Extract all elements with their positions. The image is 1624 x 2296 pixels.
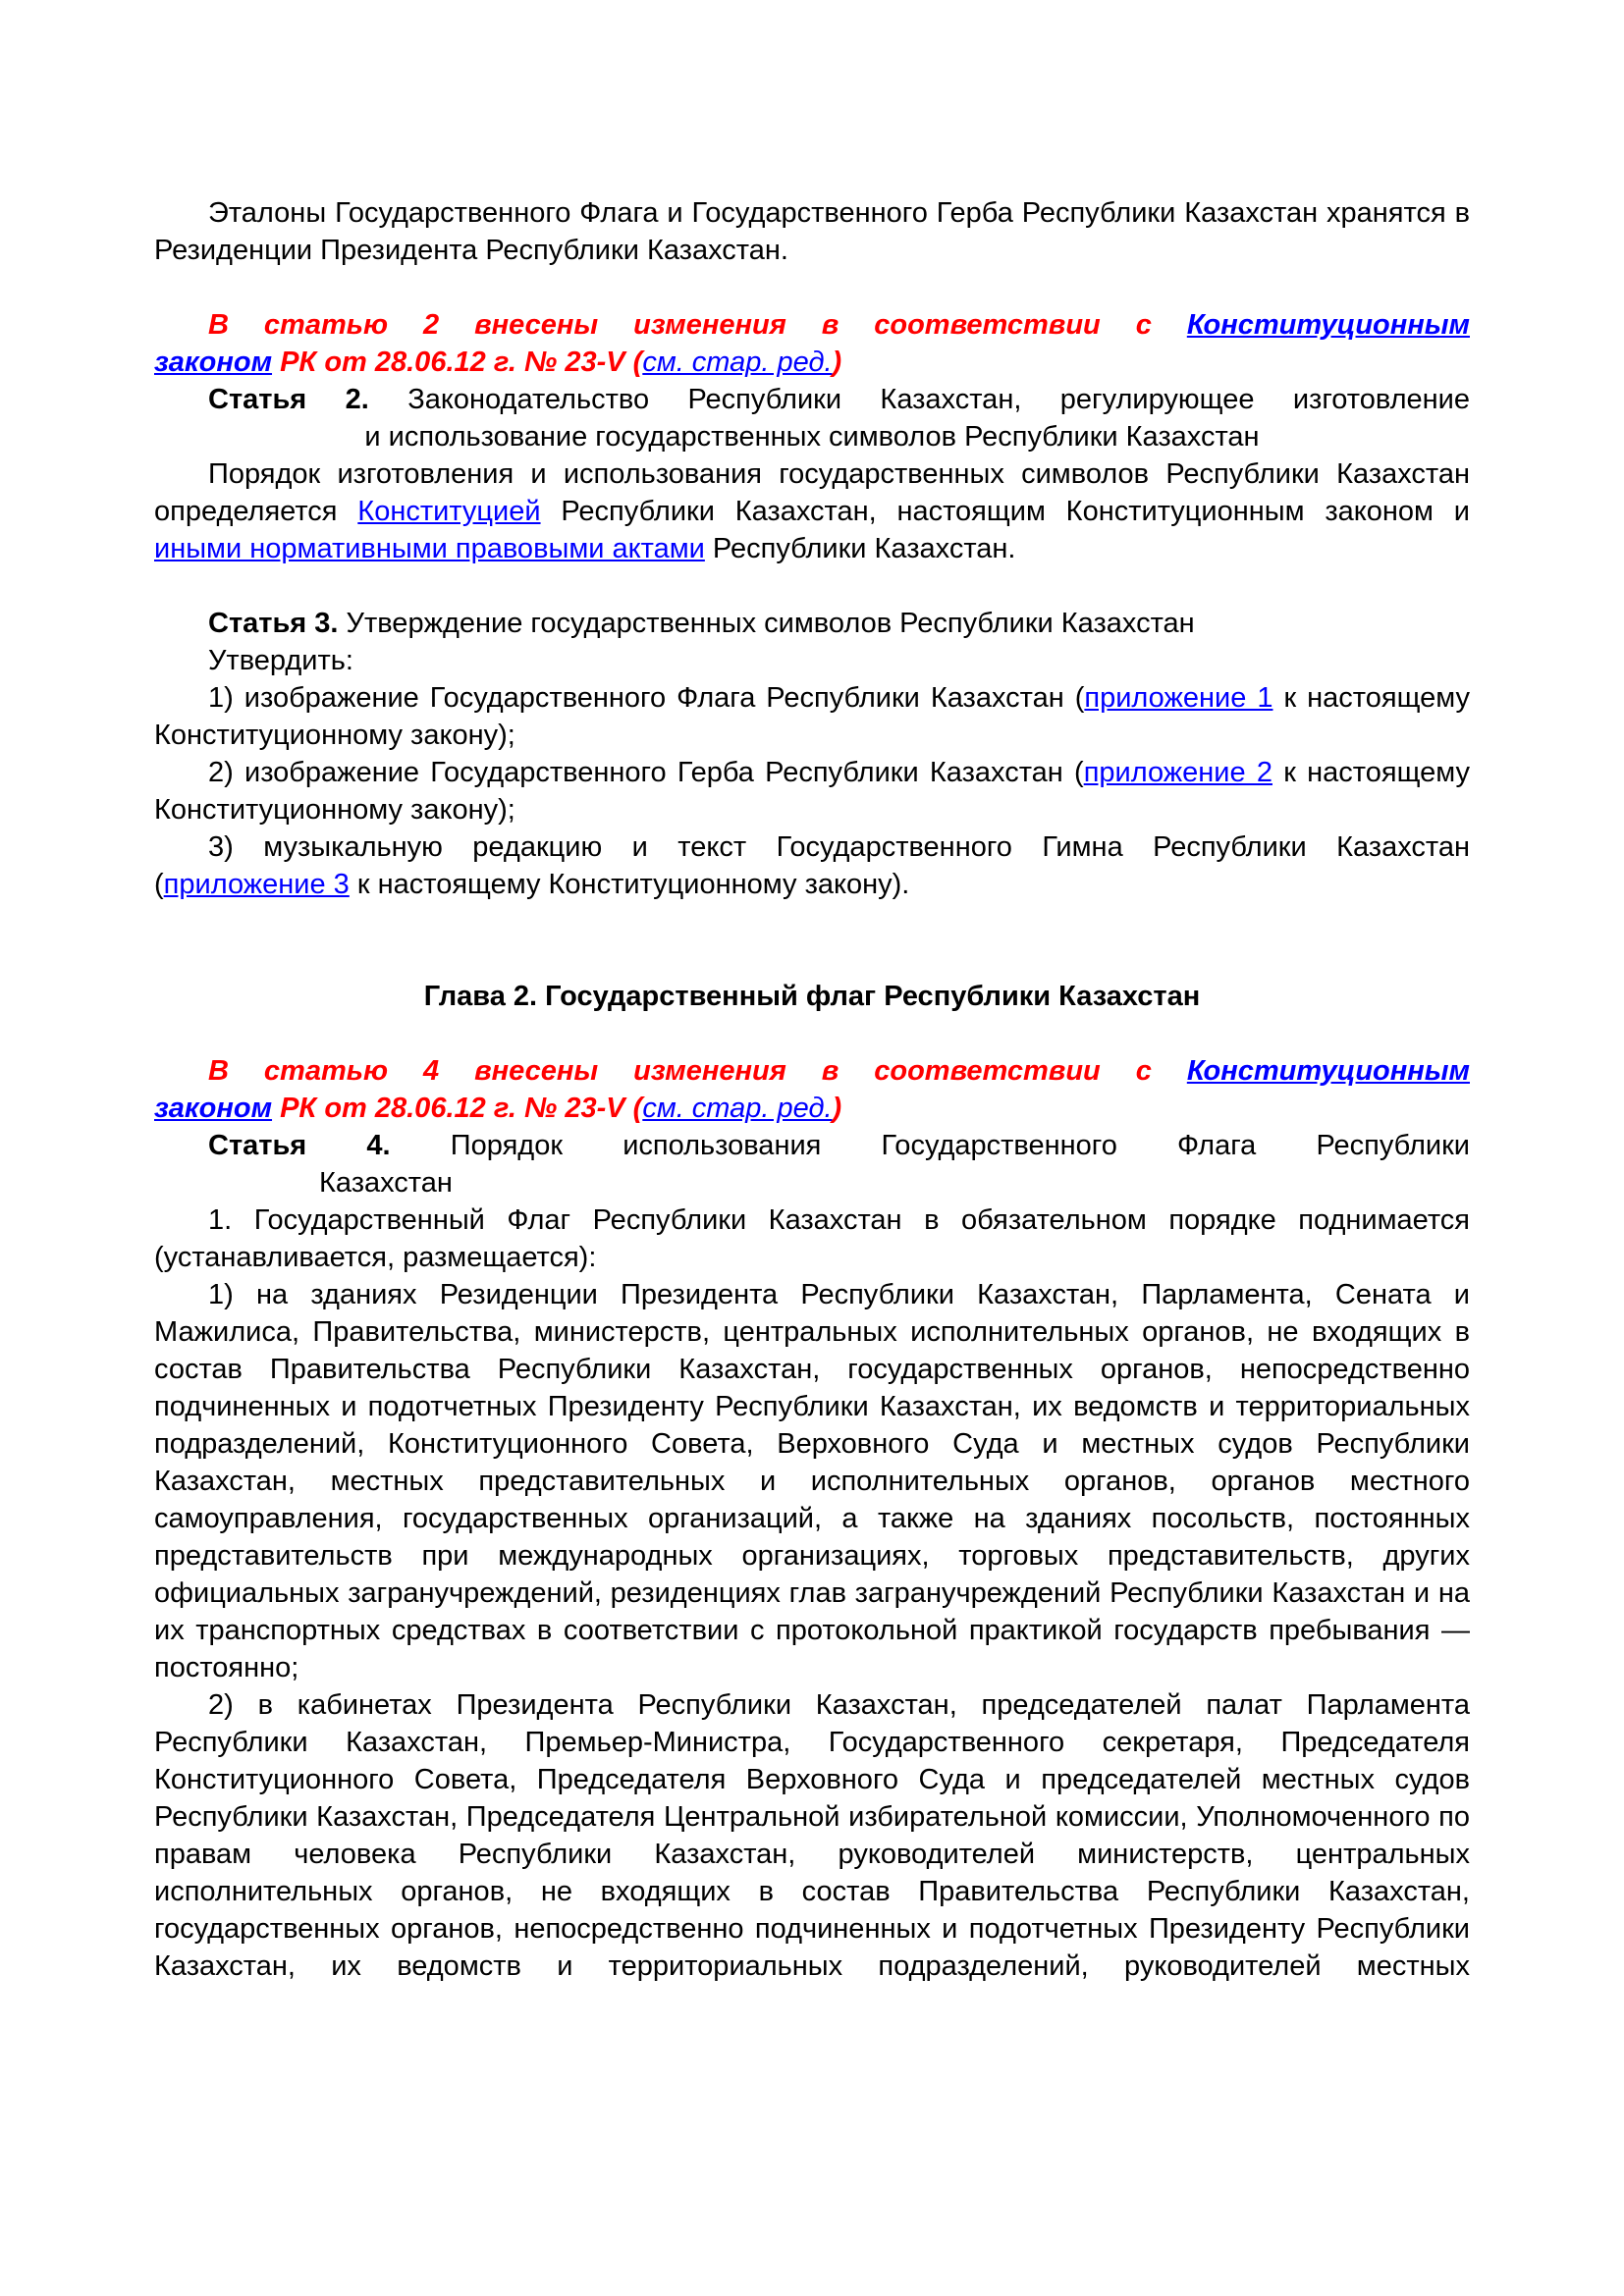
annex-item-flag — [154, 679, 1470, 754]
amendment-text: В статью 4 внесены изменения в соответствии с — [208, 1055, 1187, 1087]
body-text: к настоящему Конституционному закону). — [349, 869, 910, 900]
amendment-text: В статью 2 внесены изменения в соответствии с — [208, 309, 1187, 341]
link-see-old-version[interactable]: см. стар. ред. — [642, 1093, 833, 1124]
article-4-item-2: 2) в кабинетах Президента Республики Казахстан, председателей палат Парламента Республики Казахстан, Премьер-Министра, Государственного секретаря, Председателя Конституционного Совета, Председателя Верховного Суда и председателей местных судов Республики Казахстан, Председателя Центральной избирательной комиссии, Уполномоченного по правам человека Республики Казахстан, руководителей министерств, центральных исполнительных органов, не входящих в состав Правительства Республики Казахстан, государственных органов, непосредственно подчиненных и подотчетных Президенту Республики Казахстан, их ведомств и территориальных подразделений, руководителей местных — [154, 1689, 1470, 1982]
paren-close: ) — [832, 347, 842, 378]
body-text: 2) изображение Государственного Герба Республики Казахстан ( — [208, 757, 1084, 788]
article-4-heading-line-2: Казахстан — [319, 1167, 453, 1199]
link-constitutional-law[interactable]: Конституционным — [1186, 1055, 1470, 1087]
intro-paragraph: Эталоны Государственного Флага и Государственного Герба Республики Казахстан хранятся в Резиденции Президента Республики Казахстан. — [154, 197, 1470, 266]
article-4-heading — [154, 1127, 1470, 1201]
spacer — [154, 269, 1470, 306]
article-3-label: Статья 3. — [208, 608, 339, 639]
article-2-body — [154, 455, 1470, 567]
article-2-heading-line-1 — [154, 381, 1470, 418]
paren-open: ( — [632, 1093, 643, 1124]
article-4-label: Статья 4. — [208, 1130, 391, 1161]
link-annex-3[interactable]: приложение 3 — [163, 869, 350, 900]
article-3-title: Утверждение государственных символов Республики Казахстан — [338, 608, 1195, 639]
body-text: Республики Казахстан, настоящим Конституционным законом и — [540, 496, 1470, 527]
chapter-2-heading: Глава 2. Государственный флаг Республики Казахстан — [423, 981, 1201, 1012]
article-3-section — [154, 605, 1470, 903]
annex-item-anthem — [154, 828, 1470, 903]
body-text: 1) изображение Государственного Флага Республики Казахстан ( — [208, 682, 1085, 714]
article-4-title: Порядок использования Государственного Флага Республики — [390, 1130, 1470, 1161]
article-4-heading-line-1 — [154, 1127, 1470, 1164]
link-constitutional-law[interactable]: законом — [154, 347, 273, 378]
amendment-note-article-4 — [154, 1052, 1470, 1127]
body-text: Порядок изготовления и использования государственных символов Республики Казахстан определяется — [154, 458, 1470, 527]
amendment-note-article-2-line-1 — [154, 306, 1470, 344]
annex-item-emblem — [154, 754, 1470, 828]
article-2-heading — [154, 381, 1470, 455]
amendment-note-article-2 — [154, 306, 1470, 381]
link-constitutional-law[interactable]: законом — [154, 1093, 273, 1124]
body-text: к настоящему Конституционному закону); — [154, 682, 1470, 751]
article-4-item-1: 1) на зданиях Резиденции Президента Республики Казахстан, Парламента, Сената и Мажилиса, Правительства, министерств, центральных исполнительных органов, не входящих в состав Правительства Республики Казахстан, государственных органов, непосредственно подчиненных и подотчетных Президенту Республики Казахстан, их ведомств и территориальных подразделений, Конституционного Совета, Верховного Суда и местных судов Республики Казахстан, местных представительных и исполнительных органов, органов местного самоуправления, государственных организаций, а также на зданиях посольств, постоянных представительств при международных организациях, торговых представительств, других официальных загранучреждений, резиденциях глав загранучреждений Республики Казахстан и на их транспортных средствах в соответствии с протокольной практикой государств пребывания — постоянно; — [154, 1279, 1470, 1683]
spacer — [154, 567, 1470, 605]
link-constitutional-law[interactable]: Конституционным — [1186, 309, 1470, 341]
paren-close: ) — [832, 1093, 842, 1124]
amendment-text: РК от 28.06.12 г. № 23-V — [272, 347, 633, 378]
link-constitution[interactable]: Конституцией — [357, 496, 541, 527]
link-other-legal-acts[interactable]: иными нормативными правовыми актами — [154, 533, 705, 564]
amendment-text: РК от 28.06.12 г. № 23-V — [272, 1093, 633, 1124]
body-text: Республики Казахстан. — [704, 533, 1016, 564]
article-3-heading — [154, 605, 1470, 642]
amendment-note-article-2-line-2 — [154, 344, 1470, 381]
amendment-note-article-4-line-1 — [154, 1052, 1470, 1090]
spacer — [154, 1015, 1470, 1052]
article-2-title: Законодательство Республики Казахстан, регулирующее изготовление — [368, 384, 1471, 415]
body-text: 3) музыкальную редакцию и текст Государственного Гимна Республики Казахстан ( — [154, 831, 1470, 900]
article-4-clause-1: 1. Государственный Флаг Республики Казахстан в обязательном порядке поднимается (устанавливается, размещается): — [154, 1204, 1470, 1273]
link-see-old-version[interactable]: см. стар. ред. — [642, 347, 833, 378]
link-annex-1[interactable]: приложение 1 — [1084, 682, 1273, 714]
link-annex-2[interactable]: приложение 2 — [1083, 757, 1272, 788]
spacer — [154, 903, 1470, 978]
amendment-note-article-4-line-2 — [154, 1090, 1470, 1127]
article-2-label: Статья 2. — [208, 384, 369, 415]
article-2-heading-line-2: и использование государственных символов Республики Казахстан — [364, 421, 1260, 453]
body-text: к настоящему Конституционному закону); — [154, 757, 1470, 826]
paren-open: ( — [632, 347, 643, 378]
approve-text: Утвердить: — [208, 645, 353, 676]
approve-line — [154, 642, 1470, 679]
